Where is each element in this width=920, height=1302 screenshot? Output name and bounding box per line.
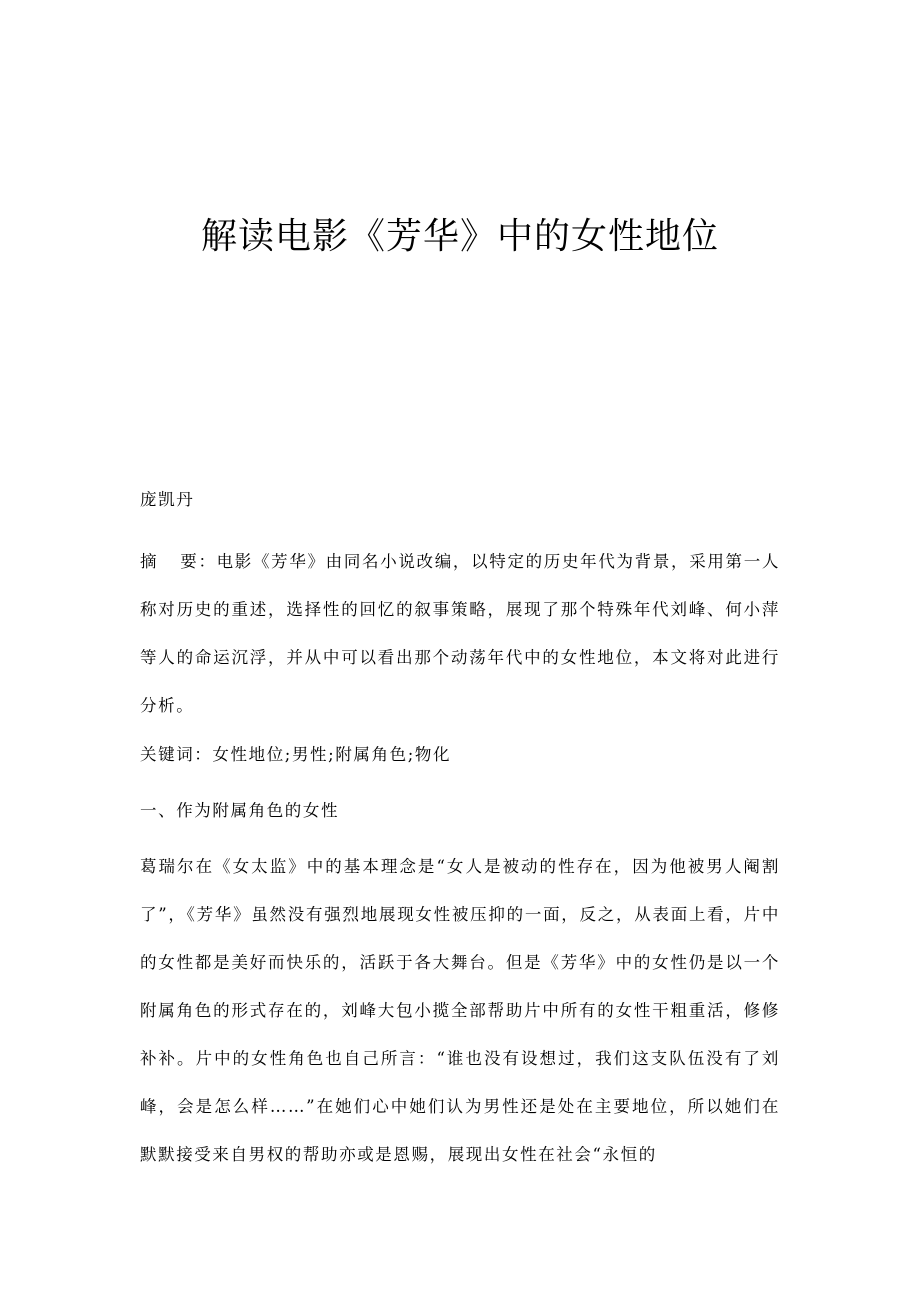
abstract-text: 电影《芳华》由同名小说改编，以特定的历史年代为背景，采用第一人称对历史的重述，选择性的回忆的叙事策略，展现了那个特殊年代刘峰、何小萍等人的命运沉浮，并从中可以看出那个动荡年代中的女性地位，本文将对此进行分析。 xyxy=(140,552,780,715)
document-title: 解读电影《芳华》中的女性地位 xyxy=(200,216,719,257)
abstract-label-second: 要： xyxy=(180,552,217,571)
keywords: 关键词：女性地位;男性;附属角色;物化 xyxy=(140,745,452,764)
section-heading: 一、作为附属角色的女性 xyxy=(140,801,340,820)
abstract-label-first: 摘 xyxy=(140,552,159,571)
abstract xyxy=(140,538,780,730)
body-paragraph: 葛瑞尔在《女太监》中的基本理念是“女人是被动的性存在，因为他被男人阉割了”，《芳华》虽然没有强烈地展现女性被压抑的一面，反之，从表面上看，片中的女性都是美好而快乐的，活跃于各大舞台。但是《芳华》中的女性仍是以一个附属角色的形式存在的，刘峰大包小揽全部帮助片中所有的女性干粗重活，修修补补。片中的女性角色也自己所言：“谁也没有设想过，我们这支队伍没有了刘峰，会是怎么样……”在她们心中她们认为男性还是处在主要地位，所以她们在默默接受来自男权的帮助亦或是恩赐，展现出女性在社会“永恒的 xyxy=(140,857,780,1164)
author-name: 庞凯丹 xyxy=(140,490,195,509)
